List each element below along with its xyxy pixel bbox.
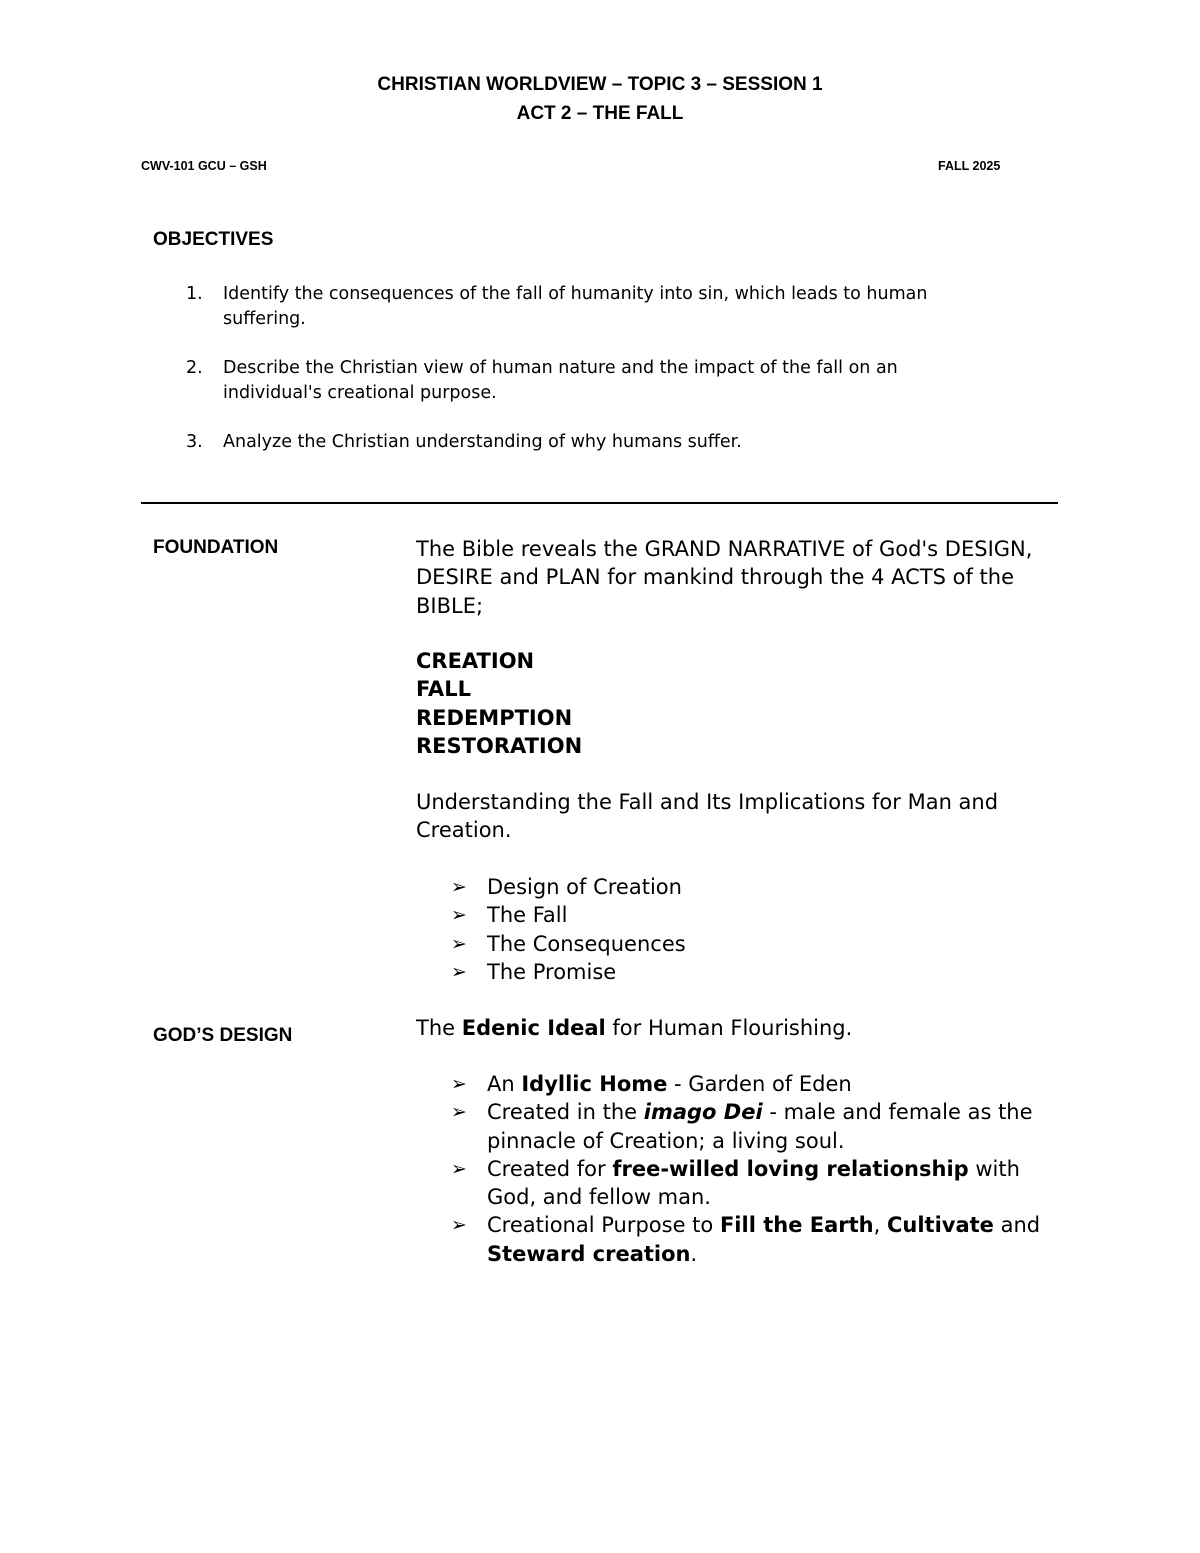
objective-number: 2. [186, 358, 203, 378]
act-item: FALL [416, 677, 471, 702]
bullet-text: The Consequences [487, 931, 686, 956]
bullet-text: Created for [487, 1156, 613, 1181]
act-item: CREATION [416, 649, 535, 673]
arrow-bullet-icon: ➢ [451, 1101, 467, 1124]
arrow-bullet-icon: ➢ [451, 1073, 467, 1095]
bullet-item [416, 1098, 1056, 1155]
bullet-item [416, 930, 1056, 958]
act-item: RESTORATION [416, 733, 583, 758]
objective-text: Analyze the Christian understanding of why humans suffer. [223, 432, 742, 452]
bullet-text: Created in the [487, 1100, 644, 1125]
objective-item [186, 356, 986, 406]
foundation-label: FOUNDATION [153, 537, 279, 558]
course-code: CWV-101 GCU – GSH [141, 159, 267, 173]
arrow-bullet-icon: ➢ [451, 904, 467, 927]
term-label: FALL 2025 [938, 159, 1001, 173]
four-acts-list [416, 647, 582, 760]
bullet-text: The Promise [487, 959, 617, 984]
bullet-text: Creational Purpose to [487, 1213, 720, 1238]
bullet-item [416, 1155, 1056, 1212]
bullet-text: - male and female as the pinnacle of Creation; a living soul. [487, 1100, 1033, 1153]
section-divider [141, 502, 1058, 504]
gods-design-label: GOD’S DESIGN [153, 1025, 293, 1046]
document-subtitle: ACT 2 – THE FALL [516, 103, 684, 124]
gods-design-bullets [416, 1070, 1056, 1268]
arrow-bullet-icon: ➢ [451, 1214, 467, 1237]
bullet-item [416, 958, 1056, 986]
intro-text: for Human Flourishing. [605, 1016, 853, 1040]
arrow-bullet-icon: ➢ [451, 960, 467, 983]
act-item: REDEMPTION [416, 705, 573, 730]
objective-item [186, 430, 986, 455]
intro-emphasis: Edenic Ideal [461, 1016, 606, 1040]
bullet-item [416, 1211, 1056, 1268]
bullet-text: The Fall [487, 903, 568, 928]
objective-item [186, 282, 986, 332]
bullet-emphasis: imago Dei [643, 1100, 763, 1125]
arrow-bullet-icon: ➢ [451, 876, 467, 898]
bullet-item [416, 1070, 1056, 1098]
bullet-text: with God, and fellow man. [487, 1156, 1020, 1210]
bullet-text: . [690, 1241, 698, 1266]
arrow-bullet-icon: ➢ [451, 932, 467, 955]
bullet-text: An [487, 1072, 522, 1096]
objective-text: Describe the Christian view of human nature and the impact of the fall on an individual's creational purpose. [223, 358, 898, 403]
arrow-bullet-icon: ➢ [451, 1157, 467, 1180]
objective-number: 1. [186, 284, 203, 304]
bullet-item [416, 873, 1056, 901]
intro-text: The [416, 1016, 462, 1040]
bullet-text: - Garden of Eden [667, 1072, 852, 1096]
objectives-heading: OBJECTIVES [153, 229, 274, 250]
bullet-item [416, 901, 1056, 929]
foundation-bullets [416, 873, 1056, 986]
bullet-emphasis: free-willed loving relationship [612, 1156, 969, 1181]
objectives-list [186, 282, 986, 479]
bullet-emphasis: Fill the Earth [719, 1213, 874, 1238]
bullet-text: Design of Creation [487, 875, 682, 899]
foundation-intro: The Bible reveals the GRAND NARRATIVE of God's DESIGN, DESIRE and PLAN for mankind through the 4 ACTS of the BIBLE; [416, 537, 1033, 618]
foundation-subheading: Understanding the Fall and Its Implications for Man and Creation. [416, 790, 999, 843]
bullet-emphasis: Idyllic Home [521, 1072, 668, 1096]
objective-text: Identify the consequences of the fall of humanity into sin, which leads to human suffering. [223, 284, 928, 329]
document-title: CHRISTIAN WORLDVIEW – TOPIC 3 – SESSION 1 [377, 74, 823, 95]
bullet-text: , [873, 1213, 887, 1238]
bullet-emphasis: Cultivate [886, 1213, 994, 1238]
bullet-text: and [993, 1213, 1041, 1238]
objective-number: 3. [186, 432, 203, 452]
gods-design-intro [416, 1014, 1056, 1042]
bullet-emphasis: Steward creation [487, 1241, 691, 1266]
